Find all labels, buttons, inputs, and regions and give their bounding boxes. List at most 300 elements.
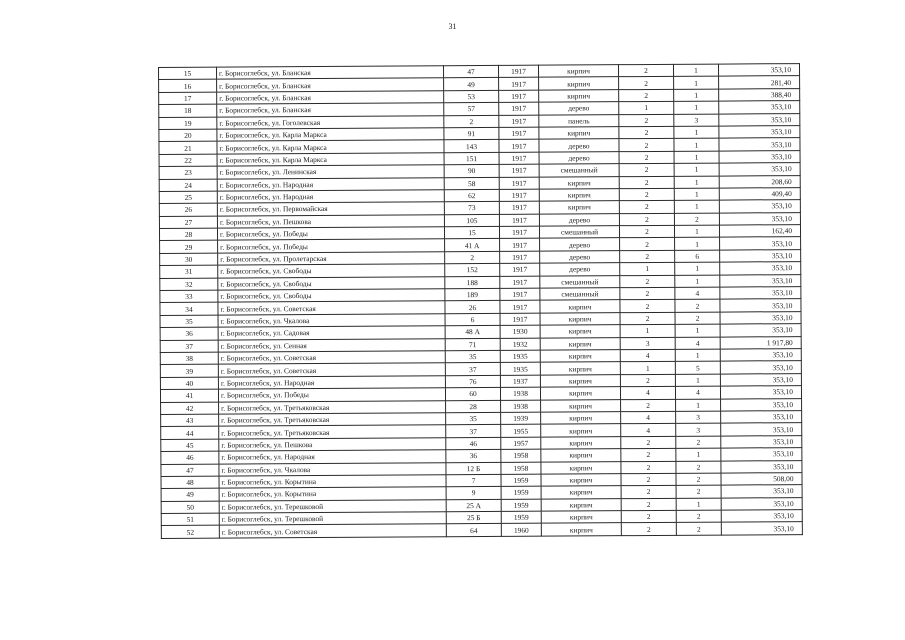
floors-cell: 2 [619,201,674,214]
floors-cell: 2 [620,374,675,387]
house-number-cell: 188 [445,276,500,289]
floors-cell: 2 [621,436,676,449]
material-cell: кирпич [540,387,620,400]
house-number-cell: 47 [443,65,498,78]
material-cell: кирпич [540,350,620,363]
floors-cell: 4 [620,349,675,362]
address-cell: г. Борисоглебск, ул. Победы [218,239,445,253]
entrances-cell: 1 [674,138,719,151]
floors-cell: 2 [620,312,675,325]
entrances-cell: 1 [674,151,719,164]
area-cell: 508,00 [721,472,802,485]
house-number-cell: 64 [446,524,501,537]
house-number-cell: 12 Б [446,462,501,475]
area-cell: 353,10 [719,126,800,139]
address-cell: г. Борисоглебск, ул. Свободы [218,264,445,278]
address-cell: г. Борисоглебск, ул. Народная [218,376,445,390]
address-cell: г. Борисоглебск, ул. Советская [218,351,445,365]
year-cell: 1917 [499,78,539,91]
material-cell: смешанный [540,288,620,301]
area-cell: 353,10 [721,485,802,498]
material-cell: кирпич [541,474,621,487]
material-cell: кирпич [539,77,619,90]
year-cell: 1939 [501,412,541,425]
year-cell: 1917 [500,276,540,289]
house-number-cell: 25 Б [446,511,501,524]
material-cell: кирпич [541,461,621,474]
house-number-cell: 25 А [446,499,501,512]
house-number-cell: 28 [446,400,501,413]
entrances-cell: 1 [675,349,720,362]
area-cell: 353,10 [719,212,800,225]
address-cell: г. Борисоглебск, ул. Терешковой [219,512,446,526]
year-cell: 1932 [500,338,540,351]
area-cell: 409,40 [719,187,800,200]
floors-cell: 2 [621,486,676,499]
year-cell: 1917 [498,65,538,78]
row-number-cell: 19 [159,117,217,130]
row-number-cell: 21 [159,141,217,154]
year-cell: 1917 [500,313,540,326]
address-cell: г. Борисоглебск, ул. Пешкова [217,214,444,228]
entrances-cell: 3 [676,411,721,424]
floors-cell: 2 [619,176,674,189]
entrances-cell: 4 [675,287,720,300]
area-cell: 353,10 [720,237,801,250]
year-cell: 1955 [501,424,541,437]
material-cell: кирпич [539,176,619,189]
material-cell: кирпич [540,374,620,387]
floors-cell: 1 [620,263,675,276]
row-number-cell: 44 [161,426,219,439]
entrances-cell: 1 [674,188,719,201]
year-cell: 1938 [501,400,541,413]
floors-cell: 2 [621,473,676,486]
house-number-cell: 36 [446,450,501,463]
entrances-cell: 2 [674,213,719,226]
area-cell: 353,10 [719,138,800,151]
floors-cell: 2 [618,64,673,77]
row-number-cell: 33 [160,290,218,303]
house-number-cell: 91 [444,127,499,140]
material-cell: кирпич [540,312,620,325]
row-number-cell: 37 [160,340,218,353]
address-cell: г. Борисоглебск, ул. Первомайская [217,202,444,216]
house-number-cell: 48 А [445,326,500,339]
row-number-cell: 50 [161,501,219,514]
year-cell: 1935 [500,363,540,376]
area-cell: 353,10 [720,299,801,312]
address-cell: г. Борисоглебск, ул. Карла Маркса [217,152,444,166]
entrances-cell: 1 [675,324,720,337]
house-number-cell: 2 [445,251,500,264]
area-cell: 353,10 [721,510,802,523]
year-cell: 1958 [501,449,541,462]
year-cell: 1960 [501,524,541,537]
floors-cell: 4 [620,387,675,400]
row-number-cell: 45 [161,439,219,452]
year-cell: 1917 [499,140,539,153]
area-cell: 353,10 [720,287,801,300]
entrances-cell: 2 [676,510,721,523]
year-cell: 1917 [500,251,540,264]
entrances-cell: 1 [674,200,719,213]
address-cell: г. Борисоглебск, ул. Третьяковская [219,425,446,439]
material-cell: дерево [539,151,619,164]
area-cell: 388,40 [719,88,800,101]
year-cell: 1917 [499,214,539,227]
row-number-cell: 47 [161,464,219,477]
material-cell: кирпич [541,436,621,449]
entrances-cell: 1 [676,399,721,412]
address-cell: г. Борисоглебск, ул. Бланская [217,66,444,80]
address-cell: г. Борисоглебск, ул. Третьяковская [219,413,446,427]
area-cell: 353,10 [720,349,801,362]
year-cell: 1917 [500,301,540,314]
address-cell: г. Борисоглебск, ул. Садовая [218,326,445,340]
address-cell: г. Борисоглебск, ул. Чкалова [219,462,446,476]
area-cell: 353,10 [719,113,800,126]
address-cell: г. Борисоглебск, ул. Корытина [219,487,446,501]
entrances-cell: 1 [675,374,720,387]
floors-cell: 2 [621,399,676,412]
area-cell: 353,10 [719,163,800,176]
area-cell: 353,10 [721,448,802,461]
house-number-cell: 49 [444,78,499,91]
area-cell: 353,10 [719,200,800,213]
floors-cell: 2 [621,498,676,511]
address-cell: г. Борисоглебск, ул. Карла Маркса [217,128,444,142]
entrances-cell: 1 [674,126,719,139]
year-cell: 1917 [499,102,539,115]
address-cell: г. Борисоглебск, ул. Свободы [218,276,445,290]
material-cell: кирпич [541,424,621,437]
row-number-cell: 48 [161,476,219,489]
row-number-cell: 30 [160,253,218,266]
material-cell: смешанный [539,164,619,177]
house-number-cell: 152 [445,264,500,277]
area-cell: 353,10 [721,460,802,473]
floors-cell: 2 [620,300,675,313]
entrances-cell: 2 [676,485,721,498]
entrances-cell: 1 [674,76,719,89]
address-cell: г. Борисоглебск, ул. Корытина [219,475,446,489]
row-number-cell: 18 [159,104,217,117]
material-cell: кирпич [541,412,621,425]
row-number-cell: 51 [161,513,219,526]
area-cell: 353,10 [720,249,801,262]
material-cell: кирпич [540,362,620,375]
year-cell: 1917 [499,90,539,103]
floors-cell: 2 [621,510,676,523]
material-cell: дерево [540,263,620,276]
floors-cell: 3 [620,337,675,350]
entrances-cell: 1 [676,498,721,511]
entrances-cell: 1 [675,262,720,275]
floors-cell: 2 [619,77,674,90]
address-cell: г. Борисоглебск, ул. Победы [217,227,444,241]
address-cell: г. Борисоглебск, ул. Бланская [217,103,444,117]
area-cell: 353,10 [721,398,802,411]
house-number-cell: 60 [445,388,500,401]
house-number-cell: 7 [446,474,501,487]
row-number-cell: 20 [159,129,217,142]
floors-cell: 2 [620,250,675,263]
material-cell: дерево [539,139,619,152]
row-number-cell: 35 [160,315,218,328]
year-cell: 1958 [501,462,541,475]
row-number-cell: 25 [159,191,217,204]
entrances-cell: 1 [674,163,719,176]
house-number-cell: 58 [444,177,499,190]
house-number-cell: 26 [445,301,500,314]
material-cell: кирпич [541,511,621,524]
area-cell: 353,10 [721,423,802,436]
material-cell: кирпич [540,325,620,338]
area-cell: 353,10 [720,262,801,275]
table-body [159,64,803,539]
material-cell: кирпич [541,449,621,462]
entrances-cell: 3 [674,114,719,127]
address-cell: г. Борисоглебск, ул. Советская [218,301,445,315]
year-cell: 1959 [501,486,541,499]
year-cell: 1917 [499,189,539,202]
entrances-cell: 1 [674,225,719,238]
material-cell: дерево [539,213,619,226]
area-cell: 353,10 [720,274,801,287]
address-cell: г. Борисоглебск, ул. Народная [217,190,444,204]
row-number-cell: 32 [160,278,218,291]
floors-cell: 2 [619,139,674,152]
year-cell: 1938 [500,387,540,400]
house-number-cell: 53 [444,90,499,103]
row-number-cell: 52 [161,526,219,539]
year-cell: 1959 [501,474,541,487]
year-cell: 1959 [501,511,541,524]
year-cell: 1935 [500,350,540,363]
row-number-cell: 41 [160,389,218,402]
row-number-cell: 31 [160,265,218,278]
house-number-cell: 35 [446,412,501,425]
row-number-cell: 26 [159,203,217,216]
house-number-cell: 76 [445,375,500,388]
row-number-cell: 28 [159,228,217,241]
year-cell: 1917 [499,201,539,214]
area-cell: 353,10 [720,324,801,337]
house-number-cell: 105 [444,214,499,227]
address-cell: г. Борисоглебск, ул. Пролетарская [218,252,445,266]
material-cell: кирпич [539,89,619,102]
address-cell: г. Борисоглебск, ул. Бланская [217,91,444,105]
year-cell: 1917 [499,177,539,190]
address-cell: г. Борисоглебск, ул. Чкалова [218,314,445,328]
area-cell: 353,10 [721,522,802,535]
entrances-cell: 3 [676,423,721,436]
floors-cell: 4 [621,411,676,424]
entrances-cell: 1 [674,101,719,114]
material-cell: дерево [539,102,619,115]
address-cell: г. Борисоглебск, ул. Советская [218,363,445,377]
entrances-cell: 1 [676,448,721,461]
house-number-cell: 9 [446,487,501,500]
house-number-cell: 41 А [445,239,500,252]
material-cell: панель [539,114,619,127]
house-number-cell: 151 [444,152,499,165]
housing-table [158,63,803,539]
year-cell: 1957 [501,437,541,450]
year-cell: 1937 [500,375,540,388]
material-cell: кирпич [541,486,621,499]
entrances-cell: 2 [675,312,720,325]
address-cell: г. Борисоглебск, ул. Гоголевская [217,115,444,129]
address-cell: г. Борисоглебск, ул. Сенная [218,338,445,352]
row-number-cell: 15 [159,67,217,80]
address-cell: г. Борисоглебск, ул. Победы [218,388,445,402]
material-cell: кирпич [539,201,619,214]
floors-cell: 2 [619,126,674,139]
address-cell: г. Борисоглебск, ул. Ленинская [217,165,444,179]
row-number-cell: 49 [161,488,219,501]
house-number-cell: 57 [444,103,499,116]
address-cell: г. Борисоглебск, ул. Народная [219,450,446,464]
material-cell: смешанный [539,226,619,239]
entrances-cell: 2 [676,473,721,486]
floors-cell: 2 [619,151,674,164]
entrances-cell: 2 [676,461,721,474]
floors-cell: 2 [619,163,674,176]
floors-cell: 1 [620,325,675,338]
area-cell: 353,10 [721,435,802,448]
year-cell: 1917 [500,263,540,276]
floors-cell: 2 [621,523,676,536]
floors-cell: 2 [619,213,674,226]
entrances-cell: 6 [675,250,720,263]
floors-cell: 2 [620,287,675,300]
house-number-cell: 2 [444,115,499,128]
document-sheet [158,63,802,539]
area-cell: 353,10 [721,411,802,424]
floors-cell: 2 [621,448,676,461]
house-number-cell: 73 [444,202,499,215]
row-number-cell: 22 [159,154,217,167]
year-cell: 1917 [499,127,539,140]
entrances-cell: 2 [676,436,721,449]
area-cell: 353,10 [720,386,801,399]
house-number-cell: 71 [445,338,500,351]
area-cell: 353,10 [719,150,800,163]
row-number-cell: 29 [160,241,218,254]
year-cell: 1917 [499,152,539,165]
row-number-cell: 40 [160,377,218,390]
house-number-cell: 189 [445,288,500,301]
address-cell: г. Борисоглебск, ул. Свободы [218,289,445,303]
row-number-cell: 24 [159,179,217,192]
house-number-cell: 6 [445,313,500,326]
floors-cell: 2 [619,89,674,102]
row-number-cell: 38 [160,352,218,365]
area-cell: 162,40 [719,225,800,238]
house-number-cell: 46 [446,437,501,450]
area-cell: 353,10 [720,361,801,374]
entrances-cell: 4 [675,337,720,350]
address-cell: г. Борисоглебск, ул. Советская [219,524,446,538]
row-number-cell: 42 [161,402,219,415]
material-cell: кирпич [541,498,621,511]
year-cell: 1917 [499,226,539,239]
material-cell: смешанный [540,275,620,288]
house-number-cell: 37 [446,425,501,438]
floors-cell: 4 [621,424,676,437]
row-number-cell: 23 [159,166,217,179]
address-cell: г. Борисоглебск, ул. Третьяковская [219,400,446,414]
year-cell: 1930 [500,325,540,338]
material-cell: кирпич [541,399,621,412]
area-cell: 208,60 [719,175,800,188]
entrances-cell: 1 [674,176,719,189]
area-cell: 353,10 [718,64,799,77]
address-cell: г. Борисоглебск, ул. Терешковой [219,499,446,513]
row-number-cell: 17 [159,92,217,105]
year-cell: 1917 [500,288,540,301]
area-cell: 281,40 [719,76,800,89]
area-cell: 353,10 [720,373,801,386]
material-cell: кирпич [539,189,619,202]
row-number-cell: 39 [160,365,218,378]
house-number-cell: 62 [444,189,499,202]
material-cell: кирпич [540,337,620,350]
floors-cell: 2 [620,238,675,251]
material-cell: кирпич [541,523,621,536]
material-cell: кирпич [538,65,618,78]
year-cell: 1959 [501,499,541,512]
row-number-cell: 27 [159,216,217,229]
entrances-cell: 1 [675,238,720,251]
floors-cell: 2 [621,461,676,474]
row-number-cell: 36 [160,327,218,340]
entrances-cell: 2 [675,299,720,312]
entrances-cell: 1 [675,275,720,288]
address-cell: г. Борисоглебск, ул. Пешкова [219,437,446,451]
floors-cell: 1 [619,102,674,115]
area-cell: 353,10 [719,101,800,114]
floors-cell: 2 [619,225,674,238]
material-cell: кирпич [539,127,619,140]
floors-cell: 1 [620,362,675,375]
floors-cell: 2 [620,275,675,288]
entrances-cell: 4 [675,386,720,399]
house-number-cell: 90 [444,165,499,178]
address-cell: г. Борисоглебск, ул. Карла Маркса [217,140,444,154]
row-number-cell: 16 [159,80,217,93]
entrances-cell: 2 [676,523,721,536]
material-cell: кирпич [540,300,620,313]
row-number-cell: 34 [160,303,218,316]
year-cell: 1917 [499,164,539,177]
row-number-cell: 46 [161,451,219,464]
floors-cell: 2 [619,114,674,127]
entrances-cell: 5 [675,361,720,374]
house-number-cell: 35 [445,350,500,363]
address-cell: г. Борисоглебск, ул. Народная [217,177,444,191]
row-number-cell: 43 [161,414,219,427]
floors-cell: 2 [619,188,674,201]
entrances-cell: 1 [674,89,719,102]
area-cell: 353,10 [721,497,802,510]
entrances-cell: 1 [673,64,718,77]
area-cell: 353,10 [720,311,801,324]
year-cell: 1917 [499,115,539,128]
house-number-cell: 37 [445,363,500,376]
